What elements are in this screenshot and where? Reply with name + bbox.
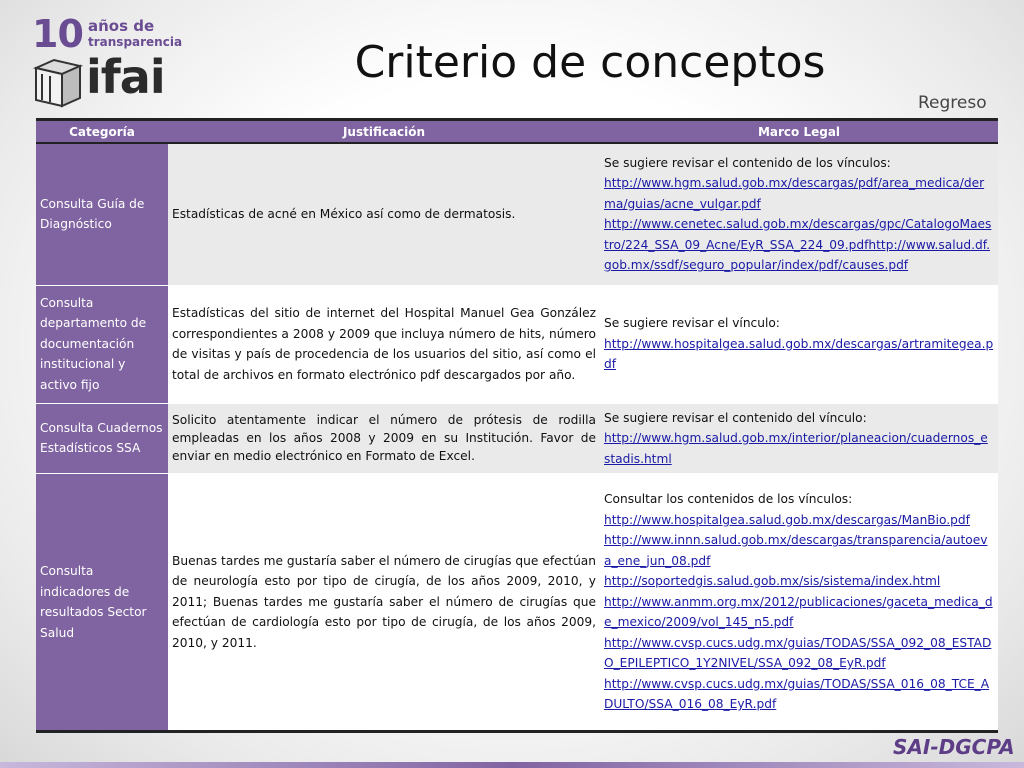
concepts-table <box>36 118 998 733</box>
categoria-cell: Consulta departamento de documentación institucional y activo fijo <box>36 285 168 403</box>
marco-link[interactable]: http://www.cvsp.cucs.udg.mx/guias/TODAS/SSA_092_08_ESTADO_EPILEPTICO_1Y2NIVEL/SSA_092_08_EyR.pdf <box>604 635 992 671</box>
categoria-cell: Consulta Cuadernos Estadísticos SSA <box>36 403 168 474</box>
footer-bar <box>0 762 1024 768</box>
marco-legal-cell <box>600 403 998 474</box>
categoria-cell: Consulta Guía de Diagnóstico <box>36 143 168 285</box>
marco-legal-cell <box>600 285 998 403</box>
marco-intro: Consultar los contenidos de los vínculos: <box>604 492 853 507</box>
justificacion-cell: Solicito atentamente indicar el número de prótesis de rodilla empleadas en los años 2008 y 2009 en su Institución. Favor de enviar en medio electrónico en Formato de Excel. <box>168 403 600 474</box>
marco-legal-cell <box>600 474 998 732</box>
table-row <box>36 403 998 474</box>
marco-intro: Se sugiere revisar el contenido del vínculo: <box>604 410 867 425</box>
footer-brand: SAI-DGCPA <box>893 735 1015 759</box>
marco-intro: Se sugiere revisar el contenido de los vínculos: <box>604 155 891 170</box>
justificacion-cell: Buenas tardes me gustaría saber el número de cirugías que efectúan de neurología esto por tipo de cirugía, de los años 2009, 2010, y 2011; Buenas tardes me gustaría saber el número de cirugías que efectúan de cardiología esto por tipo de cirugía, de los años 2009, 2010, y 2011. <box>168 474 600 732</box>
header-categoria: Categoría <box>36 120 168 144</box>
header-justificacion: Justificación <box>168 120 600 144</box>
logo-name: ifai <box>86 50 165 104</box>
marco-link[interactable]: http://soportedgis.salud.gob.mx/sis/sistema/index.html <box>604 574 941 589</box>
logo-number: 10 <box>32 12 83 56</box>
regreso-link[interactable]: Regreso <box>918 93 987 113</box>
ifai-logo <box>26 12 191 115</box>
table-row <box>36 474 998 732</box>
marco-legal-cell <box>600 143 998 285</box>
table-row <box>36 143 998 285</box>
marco-intro: Se sugiere revisar el vínculo: <box>604 316 780 331</box>
marco-link[interactable]: http://www.hospitalgea.salud.gob.mx/descargas/artramitegea.pdf <box>604 336 994 372</box>
justificacion-cell: Estadísticas de acné en México así como de dermatosis. <box>168 143 600 285</box>
marco-link[interactable]: http://www.hospitalgea.salud.gob.mx/descargas/ManBio.pdf <box>604 512 970 527</box>
marco-link[interactable]: http://www.hgm.salud.gob.mx/interior/planeacion/cuadernos_estadis.html <box>604 431 988 466</box>
table-header-row <box>36 120 998 144</box>
justificacion-cell: Estadísticas del sitio de internet del Hospital Manuel Gea González correspondientes a 2008 y 2009 que incluya número de hits, número de visitas y país de procedencia de los usuarios del sitio, así como el total de archivos en formato electrónico pdf descargados por año. <box>168 285 600 403</box>
marco-link[interactable]: http://www.cenetec.salud.gob.mx/descargas/gpc/CatalogoMaestro/224_SSA_09_Acne/EyR_SSA_224_09.pdfhttp://www.salud.df.gob.mx/ssdf/seguro_popular/index/pdf/causes.pdf <box>604 217 992 273</box>
marco-link[interactable]: http://www.cvsp.cucs.udg.mx/guias/TODAS/SSA_016_08_TCE_ADULTO/SSA_016_08_EyR.pdf <box>604 676 990 712</box>
marco-link[interactable]: http://www.hgm.salud.gob.mx/descargas/pdf/area_medica/derma/guias/acne_vulgar.pdf <box>604 176 985 211</box>
categoria-cell: Consulta indicadores de resultados Sector Salud <box>36 474 168 732</box>
page-title: Criterio de conceptos <box>354 37 826 88</box>
header-marco-legal: Marco Legal <box>600 120 998 144</box>
logo-line1: años de <box>88 17 155 35</box>
logo-line2: transparencia <box>88 35 183 49</box>
marco-link[interactable]: http://www.innn.salud.gob.mx/descargas/transparencia/autoeva_ene_jun_08.pdf <box>604 533 988 568</box>
marco-link[interactable]: http://www.anmm.org.mx/2012/publicaciones/gaceta_medica_de_mexico/2009/vol_145_n5.pdf <box>604 594 993 630</box>
table-row <box>36 285 998 403</box>
cube-icon <box>32 56 84 110</box>
